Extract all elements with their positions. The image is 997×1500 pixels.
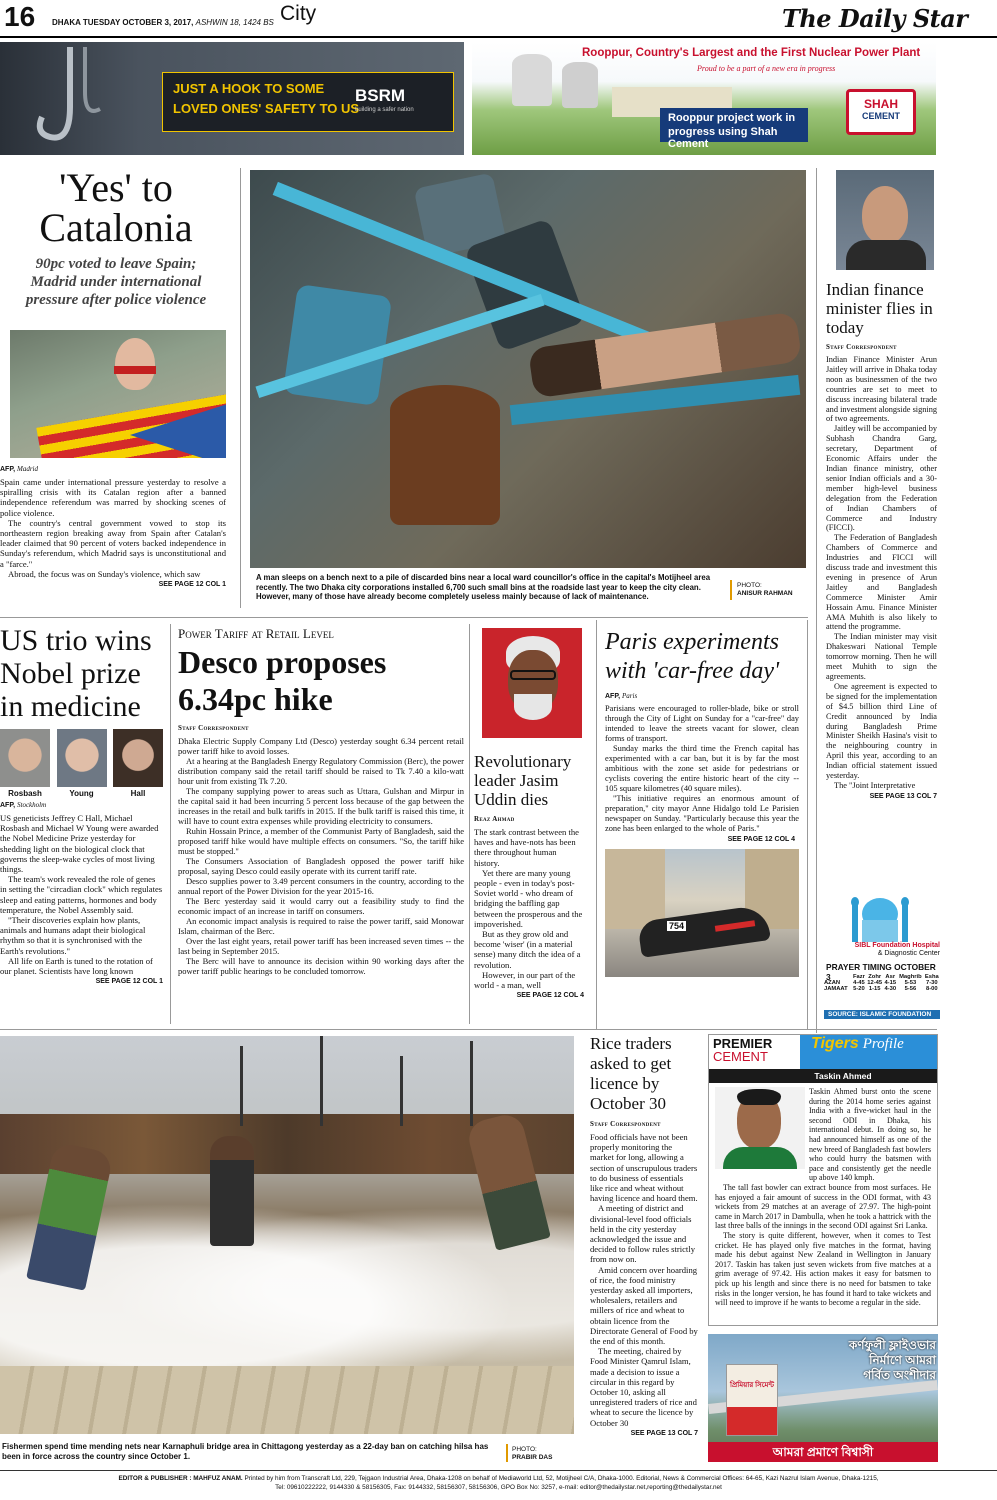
section-rule [0,617,808,618]
column-rule [469,624,470,1024]
shah-caption-2: progress using Shah Cement [668,126,778,150]
caption-bar [730,580,732,600]
jasim-para: However, in our part of the world - a man, well [474,969,576,991]
catalonia-headline-2: Catalonia [39,205,193,250]
bsrm-tagline-box [162,72,454,132]
india-headline: Indian finance minister flies in today [826,280,933,337]
desco-headline [178,644,464,718]
dateline-bn: ASHWIN 18, 1424 BS [195,18,274,27]
bn-footer: আমরা প্রমাণে বিশ্বাসী [708,1442,938,1462]
jaitley-suit [846,240,926,270]
flag-pole [470,1041,473,1126]
paris-see-page[interactable]: SEE PAGE 12 COL 4 [727,836,795,843]
imprint-line-1 [0,1474,997,1483]
laureate-young [57,729,107,798]
paris-headline-2: with 'car-free day' [605,658,780,684]
section-title: City [280,2,317,25]
mosque-icon [848,884,912,942]
prayer-cell: 8-00 [926,986,938,992]
india-story [826,170,937,800]
tape-on-mouth [114,366,156,374]
bins-photo-credit [737,582,793,598]
rice-text [590,1132,698,1428]
catalonia-deck: 90pc voted to leave Spain; Madrid under international pressure after police violence [25,256,207,308]
nobel-headline [0,624,163,723]
india-byline: Staff Correspondent [826,343,897,351]
flag-pole [400,1056,403,1126]
credit-name: ANISUR RAHMAN [737,590,793,597]
catalonia-para: The country's central government vowed to stop its northeastern region breaking away from Spain after Catalan's leader claimed that 90 percent of voters backed independence in Sunday's referendum, which Madrid says is unconstitutional and a "farce." [0,517,226,569]
prayer-cell: Maghrib [899,974,922,980]
jasim-glasses [510,670,556,680]
rice-story [590,1034,698,1437]
footer-rule [0,1470,997,1471]
catalonia-para: Abroad, the focus was on Sunday's violence, which saw [8,568,201,579]
desco-para: Desco supplies power to 3.49 percent consumers in the country, according to the annual report of the Power Division for the year 2015-16. [178,876,464,896]
credit-label: PHOTO: [512,1446,537,1453]
credit-name: PRABIR DAS [512,1454,553,1461]
india-para: The Federation of Bangladesh Chambers of Commerce and Industries and FICCI will discuss trade and investment this evening in presence of Arun Jaitley and Bangladesh Commerce Minister Amir Hossain Amu. Finance Minister AMA Muhith is also likely to attend the programme. [826,533,937,632]
paris-photo [605,849,799,977]
jaitley-face [862,186,908,244]
credit-label: PHOTO: [737,582,762,589]
paris-agency: AFP, [605,693,621,700]
nobel-para: "Their discoveries explain how plants, animals and humans adapt their biological rhythm so that it is synchronised with the Earth's revolutions." [0,915,146,956]
rice-para: A meeting of district and divisional-level food officials held in the city yesterday acknowledged the issue and decided to follow rules strictly from now on. [590,1203,696,1265]
rice-para: Food officials have not been properly monitoring the market for long, allowing a section of unscrupulous traders to do business of essentials like rice and wheat without having licence and hoard them. [590,1132,698,1204]
prayer-table [824,974,940,992]
desco-headline-1: Desco proposes [178,644,387,680]
shah-caption-1: Rooppur project work in [668,112,796,124]
premier-line-2: CEMENT [713,1049,768,1064]
jaitley-photo [836,170,934,270]
nobel-city: Stockholm [17,801,47,809]
prayer-cell: AZAN [824,980,841,986]
catalonia-city: Madrid [17,465,38,473]
tigers-para: The tall fast bowler can extract bounce from most surfaces. He has enjoyed a fair amount of success in the ODI format, with 43 wickets from 29 matches at an average of 27.97. The high-point came in March 2017 in Dambulla, when he took a hattrick with the last three balls of the innings in the second ODI against Sri Lanka. [715,1183,931,1231]
cooling-tower-1 [512,54,552,106]
section-rule [0,1029,937,1030]
cement-bag [726,1364,778,1436]
prayer-cell: Zohr [868,974,882,980]
desco-byline: Staff Correspondent [178,724,249,732]
paris-headline-1: Paris experiments [605,629,779,655]
catalonia-agency: AFP, [0,466,16,473]
paper-logo: The Daily Star [782,4,968,33]
catalonia-story [0,165,232,618]
nobel-para: The team's work revealed the role of genes in setting the "circadian clock" which regulates sleep and eating patterns, hormones and body temperature, the Nobel Assembly said. [0,874,163,915]
bn-line-3: গর্বিত অংশীদার [863,1368,936,1382]
prayer-title: PRAYER TIMING OCTOBER 3 [826,962,936,982]
jasim-para: The stark contrast between the haves and have-nots has been there throughout human history. [474,827,579,868]
desco-kicker: Power Tariff at Retail Level [178,626,334,641]
desco-para: Ruhin Hossain Prince, a member of the Communist Party of Bangladesh, said the proposed tariff hike would have multiple effects on consumers. "So, the tariff hike must be stopped." [178,826,464,856]
rice-para: Amid concern over hoarding of rice, the food ministry yesterday asked all importers, wholesalers, retailers and millers of rice and wheat to obtain licence from the Directorate General of Food by the end of this month. [590,1264,698,1347]
nobel-portraits [0,729,163,798]
tigers-para: The story is quite different, however, when it comes to Test cricket. He has played only five matches in the format, having made his debut against New Zealand in Wellington in January 2017. Taskin has taken just seven wickets from five matches at a grim average of 97.42. His action makes it easy for batsmen to pick up his length and since there is no need for batsmen to take risks in the longer version, he has found it hard to take wickets and will need to improve if he wants to become a regular in the side. [715,1230,931,1308]
masthead-rule [0,36,997,38]
shah-logo-1: SHAH [863,97,898,111]
india-para: Jaitley will be accompanied by Subhash Chandra Garg, secretary, Department of Economic Affairs under the Indian finance ministry, other senior Indian officials and a 30-member high-level business delegation from the Federation of Indian Chambers of Commerce and Industry (FICCI). [826,424,937,533]
prayer-cell: Asr [885,974,896,980]
prayer-cell: JAMAAT [824,986,848,992]
rice-headline: Rice traders asked to get licence by October 30 [590,1034,672,1113]
prayer-sponsor [826,942,940,958]
wooden-deck [0,1366,574,1434]
flag-pole [240,1046,243,1126]
desco-para: At a hearing at the Bangladesh Energy Regulatory Commission (Berc), the power distribution company said the retail tariff should be raised to Tk 7.40 a kilo-watt hour unit from existing Tk 7.20. [178,756,464,786]
catalonia-text [0,477,226,579]
ad-bsrm[interactable] [0,42,464,155]
prayer-cell: 7-30 [926,980,938,986]
india-see-page[interactable]: SEE PAGE 13 COL 7 [869,792,937,800]
bn-line-1: কর্ণফুলী ফ্লাইওভার [848,1338,936,1352]
laureate-name: Hall [130,789,146,798]
hook-icon [30,47,120,152]
desco-story [178,626,464,976]
jasim-headline: Revolutionary leader Jasim Uddin dies [474,752,572,809]
portrait [57,729,107,787]
nobel-headline-3: in medicine [0,690,141,723]
laureate-name: Young [69,789,94,798]
prayer-cell: 1-15 [868,986,881,992]
nobel-story [0,624,163,985]
nobel-see-page[interactable]: SEE PAGE 12 COL 1 [95,978,163,986]
bsrm-tagline-1: JUST A HOOK TO SOME [173,81,325,96]
paris-city: Paris [622,692,638,700]
india-para: One agreement is expected to be signed for the implementation of $4.5 billion third Line of Credit announced by India during Bangladesh Prime Minister Sheikh Hasina's visit to the neighbouring country in April this year, according to an Indian official statement issued yesterday. [826,681,937,781]
tigers-title [811,1035,904,1053]
catalonia-photo [10,330,226,458]
catalonia-headline [0,165,232,250]
prayer-cell: 4-15 [884,980,897,986]
desco-para: The Berc yesterday said it would carry out a feasibility study to find the economic impact of an increase in tariff on consumers. [178,896,464,916]
nobel-text [0,813,163,976]
prayer-cell: Fazr [852,974,865,980]
profile-word: Profile [862,1036,904,1052]
shah-caption-box [660,108,808,150]
desco-text [178,736,464,976]
paris-para: Parisians were encouraged to roller-blade, bike or stroll through the City of Light on Sunday for a "car-free" day intended to leave the streets vacant for slower, clean forms of transport. [605,704,799,743]
jasim-para: But as they grow old and become 'wiser' (in a material sense) many ditch the idea of a revolution. [474,929,581,970]
desco-para: An economic impact analysis is required to raise the power tariff, said Monowar Islam, chairman of the Berc. [178,916,464,936]
prayer-cell: 4-45 [853,980,865,986]
dateline-text: DHAKA TUESDAY OCTOBER 3, 2017, [52,18,194,27]
desco-para: The company supplying power to areas such as Uttara, Gulshan and Mirpur in the capital said it had been incurring 5 percent loss because of the gap between the increases in the retail and bulk tariffs in 2015. If the bulk tariff is raised this time, it will have to count extra expenses while providing electricity to consumers. [178,786,464,826]
india-para: The "Joint Interpretative [834,780,916,790]
catalonia-dateline [0,465,226,473]
premier-cement-ad[interactable] [708,1334,938,1462]
masthead [0,0,997,40]
catalonia-see-page[interactable]: SEE PAGE 12 COL 1 [158,581,226,589]
rice-byline: Staff Correspondent [590,1120,661,1128]
laureate-name: Rosbash [8,789,42,798]
jasim-photo [482,628,582,738]
nobel-para: All life on Earth is tuned to the rotation of our planet. Scientists have long known [0,955,153,977]
jasim-story [474,628,584,999]
column-rule [816,168,817,1033]
paris-text [605,704,799,834]
tigers-text-top: Taskin Ahmed burst onto the scene during the 2014 home series against India with a five-wicket haul in the second ODI in Dhaka, his international debut. In doing so, he had announced himself as one of the new breed of Bangladesh fast bowlers who could hurry the batsmen with pace and consistently get the needle up above 140 kmph. [809,1087,931,1183]
jasim-byline: Reaz Ahmad [474,815,515,823]
paris-dateline [605,692,799,700]
india-para: The Indian minister may visit Dhakeswari National Temple tomorrow morning. Then he will meet Muhith to sign the agreements. [826,632,937,681]
shah-logo-2: CEMENT [862,111,900,121]
paris-para: "This initiative requires an enormous amount of preparation," city mayor Anne Hidalgo told Le Parisien newspaper on Sunday. "Particularly because this year the zone has been enlarged to the whole of Paris." [605,794,799,833]
protester-face [115,338,155,390]
catalonia-body [0,462,226,588]
sponsor-line-2: & Diagnostic Center [877,950,940,957]
portrait [113,729,163,787]
sponsor-line-1: SIBL Foundation Hospital [854,942,940,949]
imprint-address: Printed by him from Transcraft Ltd, 229, Tejgaon Industrial Area, Dhaka-1208 on behalf of Mediaworld Ltd, 52, Motijheel C/A, Dhaka-1000. Editorial, News & Commercial Offices: 64-65, Kazi Nazrul Islam Avenue, Dhaka-1215, [244,1475,879,1482]
bins-photo-caption: A man sleeps on a bench next to a pile of discarded bins near a local ward councillor's office in the capital's Motijheel area recently. The two Dhaka city corporations installed 6,700 such small bins at the roadside last year to keep the city clean. However, many of those have already become completely useless mainly because of lack of maintenance. [256,573,711,601]
portrait [0,729,50,787]
prayer-cell: 5-53 [904,980,917,986]
imprint-editor: EDITOR & PUBLISHER : MAHFUZ ANAM. [118,1475,243,1482]
rice-see-page[interactable]: SEE PAGE 13 COL 7 [630,1429,698,1437]
jasim-beard [514,694,552,720]
bn-line-2: নির্মাণে আমরা [869,1353,936,1367]
prayer-source: SOURCE: ISLAMIC FOUNDATION [824,1010,940,1019]
prayer-box [822,882,940,1022]
catalonia-headline-1: 'Yes' to [59,165,173,210]
player-name: Taskin Ahmed [814,1071,872,1081]
nobel-headline-2: Nobel prize [0,657,141,690]
shah-subhead: Proud to be a part of a new era in progress [697,64,836,73]
column-rule [170,624,171,1024]
nobel-dateline [0,801,163,809]
laureate-hall [113,729,163,798]
cooling-tower-2 [562,62,598,108]
india-text [826,355,937,791]
tigers-header [709,1035,937,1069]
paris-para: Sunday marks the third time the French capital has experimented with a car ban, but it is by far the most ambitious with the zone set aside for pedestrians or cyclists covering the entire historic heart of the city -- 105 square kilometres (40 square miles). [605,744,799,793]
bn-headline [818,1338,936,1383]
tigers-word: Tigers [811,1035,859,1052]
catalonia-para: Spain came under international pressure yesterday to resolve a spiralling crisis with its Catalan region after a banned independence referendum was marred by shocking scenes of police violence. [0,477,226,518]
bsrm-tagline-2: LOVED ONES' SAFETY TO US [173,101,360,116]
fishermen-caption: Fishermen spend time mending nets near Karnaphuli bridge area in Chittagong yesterday as a 22-day ban on catching hilsa has been in force across the country since October 1. [2,1442,489,1461]
column-rule [240,168,241,608]
fisherman [210,1136,254,1246]
premier-line-1: PREMIER [713,1036,773,1051]
desco-para: Over the last eight years, retail power tariff has been increased seven times -- the last being in September 2015. [178,936,464,956]
bsrm-brand: BSRM [355,86,406,105]
bin-shape [283,284,392,406]
rice-para: The meeting, chaired by Food Minister Qamrul Islam, made a decision to issue a circular in this regard by October 10, asking all unregistered traders of rice and wheat to secure the licence by October 30 [590,1346,697,1428]
premier-brand [713,1037,772,1063]
bsrm-brand-sub: building a safer nation [355,107,414,113]
nobel-headline-1: US trio wins [0,624,152,657]
fishermen-photo [0,1036,574,1434]
desco-para: Dhaka Electric Supply Company Ltd (Desco) yesterday sought 6.34 percent retail power tariff hike to avoid losses. [178,736,464,756]
tigers-profile [708,1034,938,1326]
shah-logo [846,89,916,135]
shah-headline: Rooppur, Country's Largest and the First Nuclear Power Plant [582,47,921,59]
nobel-agency: AFP, [0,802,16,809]
dateline [52,18,274,27]
nobel-para: US geneticists Jeffrey C Hall, Michael Rosbash and Michael W Young were awarded the Nobel Medicine Prize yesterday for shedding light on the biological clock that governs the sleep-wake cycles of most living things. [0,813,159,875]
player-name-bar [709,1069,937,1083]
prayer-cell: 5-20 [853,986,865,992]
jasim-para: Yet there are many young people - even in today's post-Soviet world - who dream of bridging the baffling gap between the prosperous and the impoverished. [474,867,583,929]
bin-shape [390,385,500,525]
paris-headline [605,628,799,686]
paris-story [596,620,808,1030]
imprint [0,1474,997,1492]
india-para: Indian Finance Minister Arun Jaitley will arrive in Dhaka today noon as businessmen of the two countries are set to meet to discuss increasing bilateral trade and investment alongside signing of two agreements. [826,355,937,424]
desco-para: The Berc will have to announce its decision within 90 working days after the power tariff public hearings to be concluded tomorrow. [178,956,464,976]
bins-photo [250,170,806,568]
jasim-text [474,827,584,990]
bag-label: প্রিমিয়ার সিমেন্ট [730,1382,774,1389]
prayer-cell: 4-30 [884,986,897,992]
prayer-cell: 5-56 [904,986,917,992]
tigers-text [715,1183,931,1308]
prayer-cell: Esha [924,974,939,980]
jasim-see-page[interactable]: SEE PAGE 12 COL 4 [516,992,584,1000]
imprint-line-2: Tel: 09610222222, 9144330 & 58156305, Fax: 9144332, 58156307, 58156306, GPO Box No: 3257, e-mail: editor@thedailystar.net,reporting@thedailystar.net [275,1484,722,1491]
page-number: 16 [4,1,36,32]
prayer-cell: 12-45 [867,980,883,986]
car-number: 754 [669,921,685,931]
flag-pole [320,1036,323,1126]
laureate-rosbash [0,729,50,798]
prayer-row [824,986,940,992]
desco-para: The Consumers Association of Bangladesh opposed the power tariff hike proposal, saying Desco could easily operate with its current tariff rate. [178,856,464,876]
desco-headline-2: 6.34pc hike [178,681,333,717]
fishermen-credit [512,1446,552,1462]
paris-building [605,849,665,929]
ad-shah-cement[interactable] [472,42,936,155]
caption-bar [506,1444,508,1462]
